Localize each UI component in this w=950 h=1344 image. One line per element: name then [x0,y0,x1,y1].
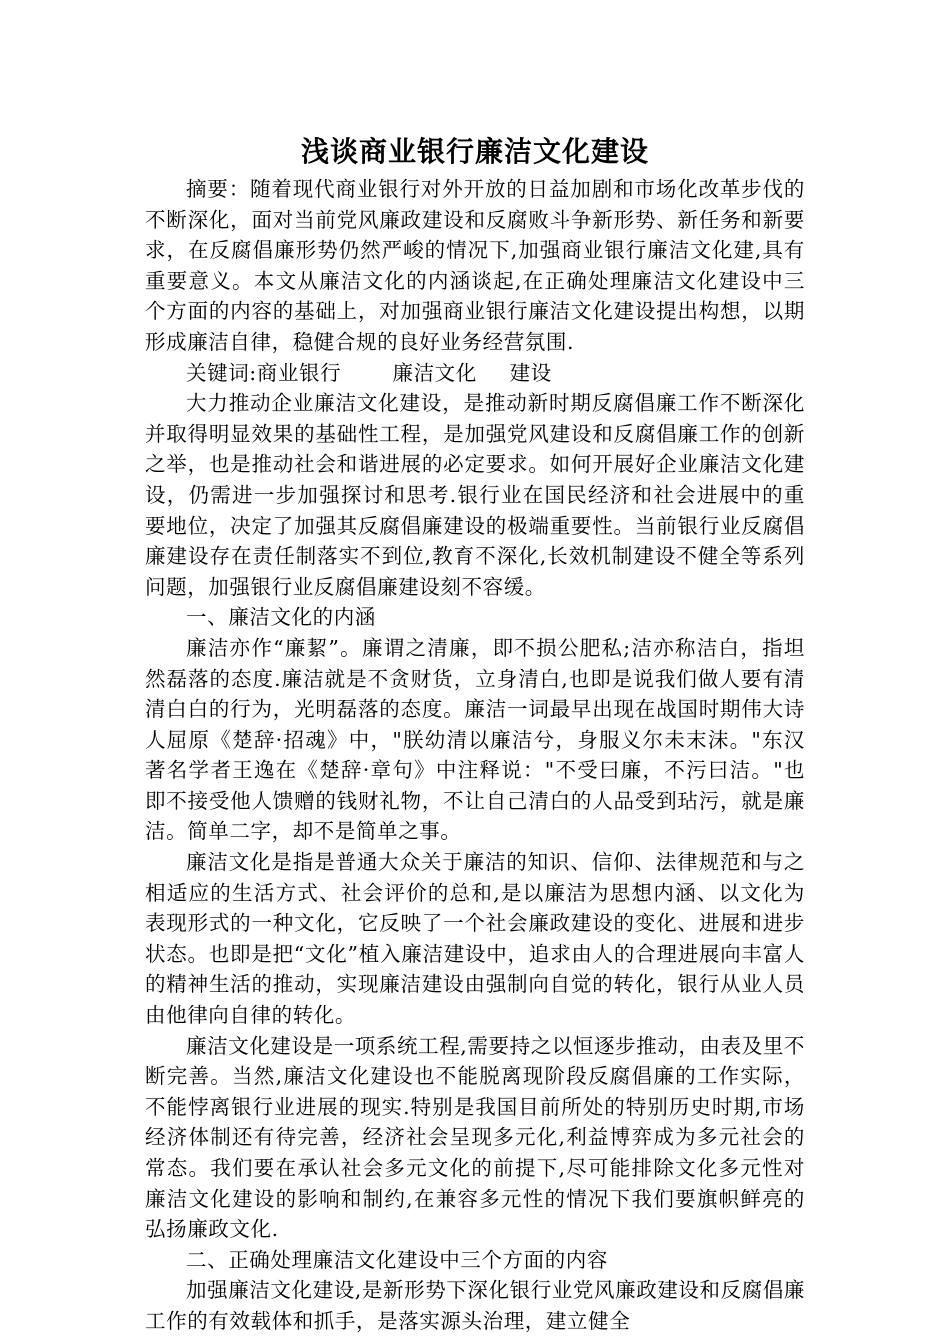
keyword-1: 商业银行 [256,360,342,385]
section-2-paragraph-1: 加强廉洁文化建设,是新形势下深化银行业党风廉政建设和反腐倡廉工作的有效载体和抓手，是落实源头治理，建立健全 [145,1278,806,1333]
abstract-paragraph: 摘要：随着现代商业银行对外开放的日益加剧和市场化改革步伐的不断深化，面对当前党风廉政建设和反腐败斗争新形势、新任务和新要求，在反腐倡廉形势仍然严峻的情况下,加强商业银行廉洁文化建,具有重要意义。本文从廉洁文化的内涵谈起,在正确处理廉洁文化建设中三个方面的内容的基础上，对加强商业银行廉洁文化建设提出构想，以期形成廉洁自律，稳健合规的良好业务经营氛围. [145,177,805,354]
keywords-line [145,358,805,389]
section-1-paragraph-2: 廉洁文化是指是普通大众关于廉洁的知识、信仰、法律规范和与之相适应的生活方式、社会评价的总和,是以廉洁为思想内涵、以文化为表现形式的一种文化，它反映了一个社会廉政建设的变化、进展和进步状态。也即是把“文化”植入廉洁建设中，追求由人的合理进展向丰富人的精神生活的推动，实现廉洁建设由强制向自觉的转化，银行从业人员由他律向自律的转化。 [145,850,805,1028]
document-body [145,130,805,1337]
section-2-heading: 二、正确处理廉洁文化建设中三个方面的内容 [186,1247,608,1272]
document-title: 浅谈商业银行廉洁文化建设 [300,135,649,168]
intro-paragraph: 大力推动企业廉洁文化建设，是推动新时期反腐倡廉工作不断深化并取得明显效果的基础性工程，是加强党风建设和反腐倡廉工作的创新之举，也是推动社会和谐进展的必定要求。如何开展好企业廉洁文化建设，仍需进一步加强探讨和思考.银行业在国民经济和社会进展中的重要地位，决定了加强其反腐倡廉建设的极端重要性。当前银行业反腐倡廉建设存在责任制落实不到位,教育不深化,长效机制建设不健全等系列问题，加强银行业反腐倡廉建设刻不容缓。 [145,391,805,599]
section-1-paragraph-3: 廉洁文化建设是一项系统工程,需要持之以恒逐步推动，由表及里不断完善。当然,廉洁文化建设也不能脱离现阶段反腐倡廉的工作实际，不能悖离银行业进展的现实.特别是我国目前所处的特别历史时期,市场经济体制还有待完善，经济社会呈现多元化,利益博弈成为多元社会的常态。我们要在承认社会多元文化的前提下,尽可能排除文化多元性对廉洁文化建设的影响和制约,在兼容多元性的情况下我们要旗帜鲜亮的弘扬廉政文化. [145,1033,806,1242]
keywords-label: 关键词: [186,360,257,385]
keyword-2: 廉洁文化 [392,360,477,385]
section-1-heading: 一、廉洁文化的内涵 [186,605,376,630]
keyword-3: 建设 [509,360,552,385]
section-1-paragraph-1: 廉洁亦作“廉絜”。廉谓之清廉，即不损公肥私;洁亦称洁白，指坦然磊落的态度.廉洁就是不贪财货，立身清白,也即是说我们做人要有清清白白的行为，光明磊落的态度。廉洁一词最早出现在战国时期伟大诗人屈原《楚辞·招魂》中，"朕幼清以廉洁兮，身服义尔未末沫。"东汉著名学者王逸在《楚辞·章句》中注释说："不受曰廉，不污曰洁。"也即不接受他人馈赠的钱财礼物，不让自己清白的人品受到玷污，就是廉洁。简单二字，却不是简单之事。 [145,635,805,844]
